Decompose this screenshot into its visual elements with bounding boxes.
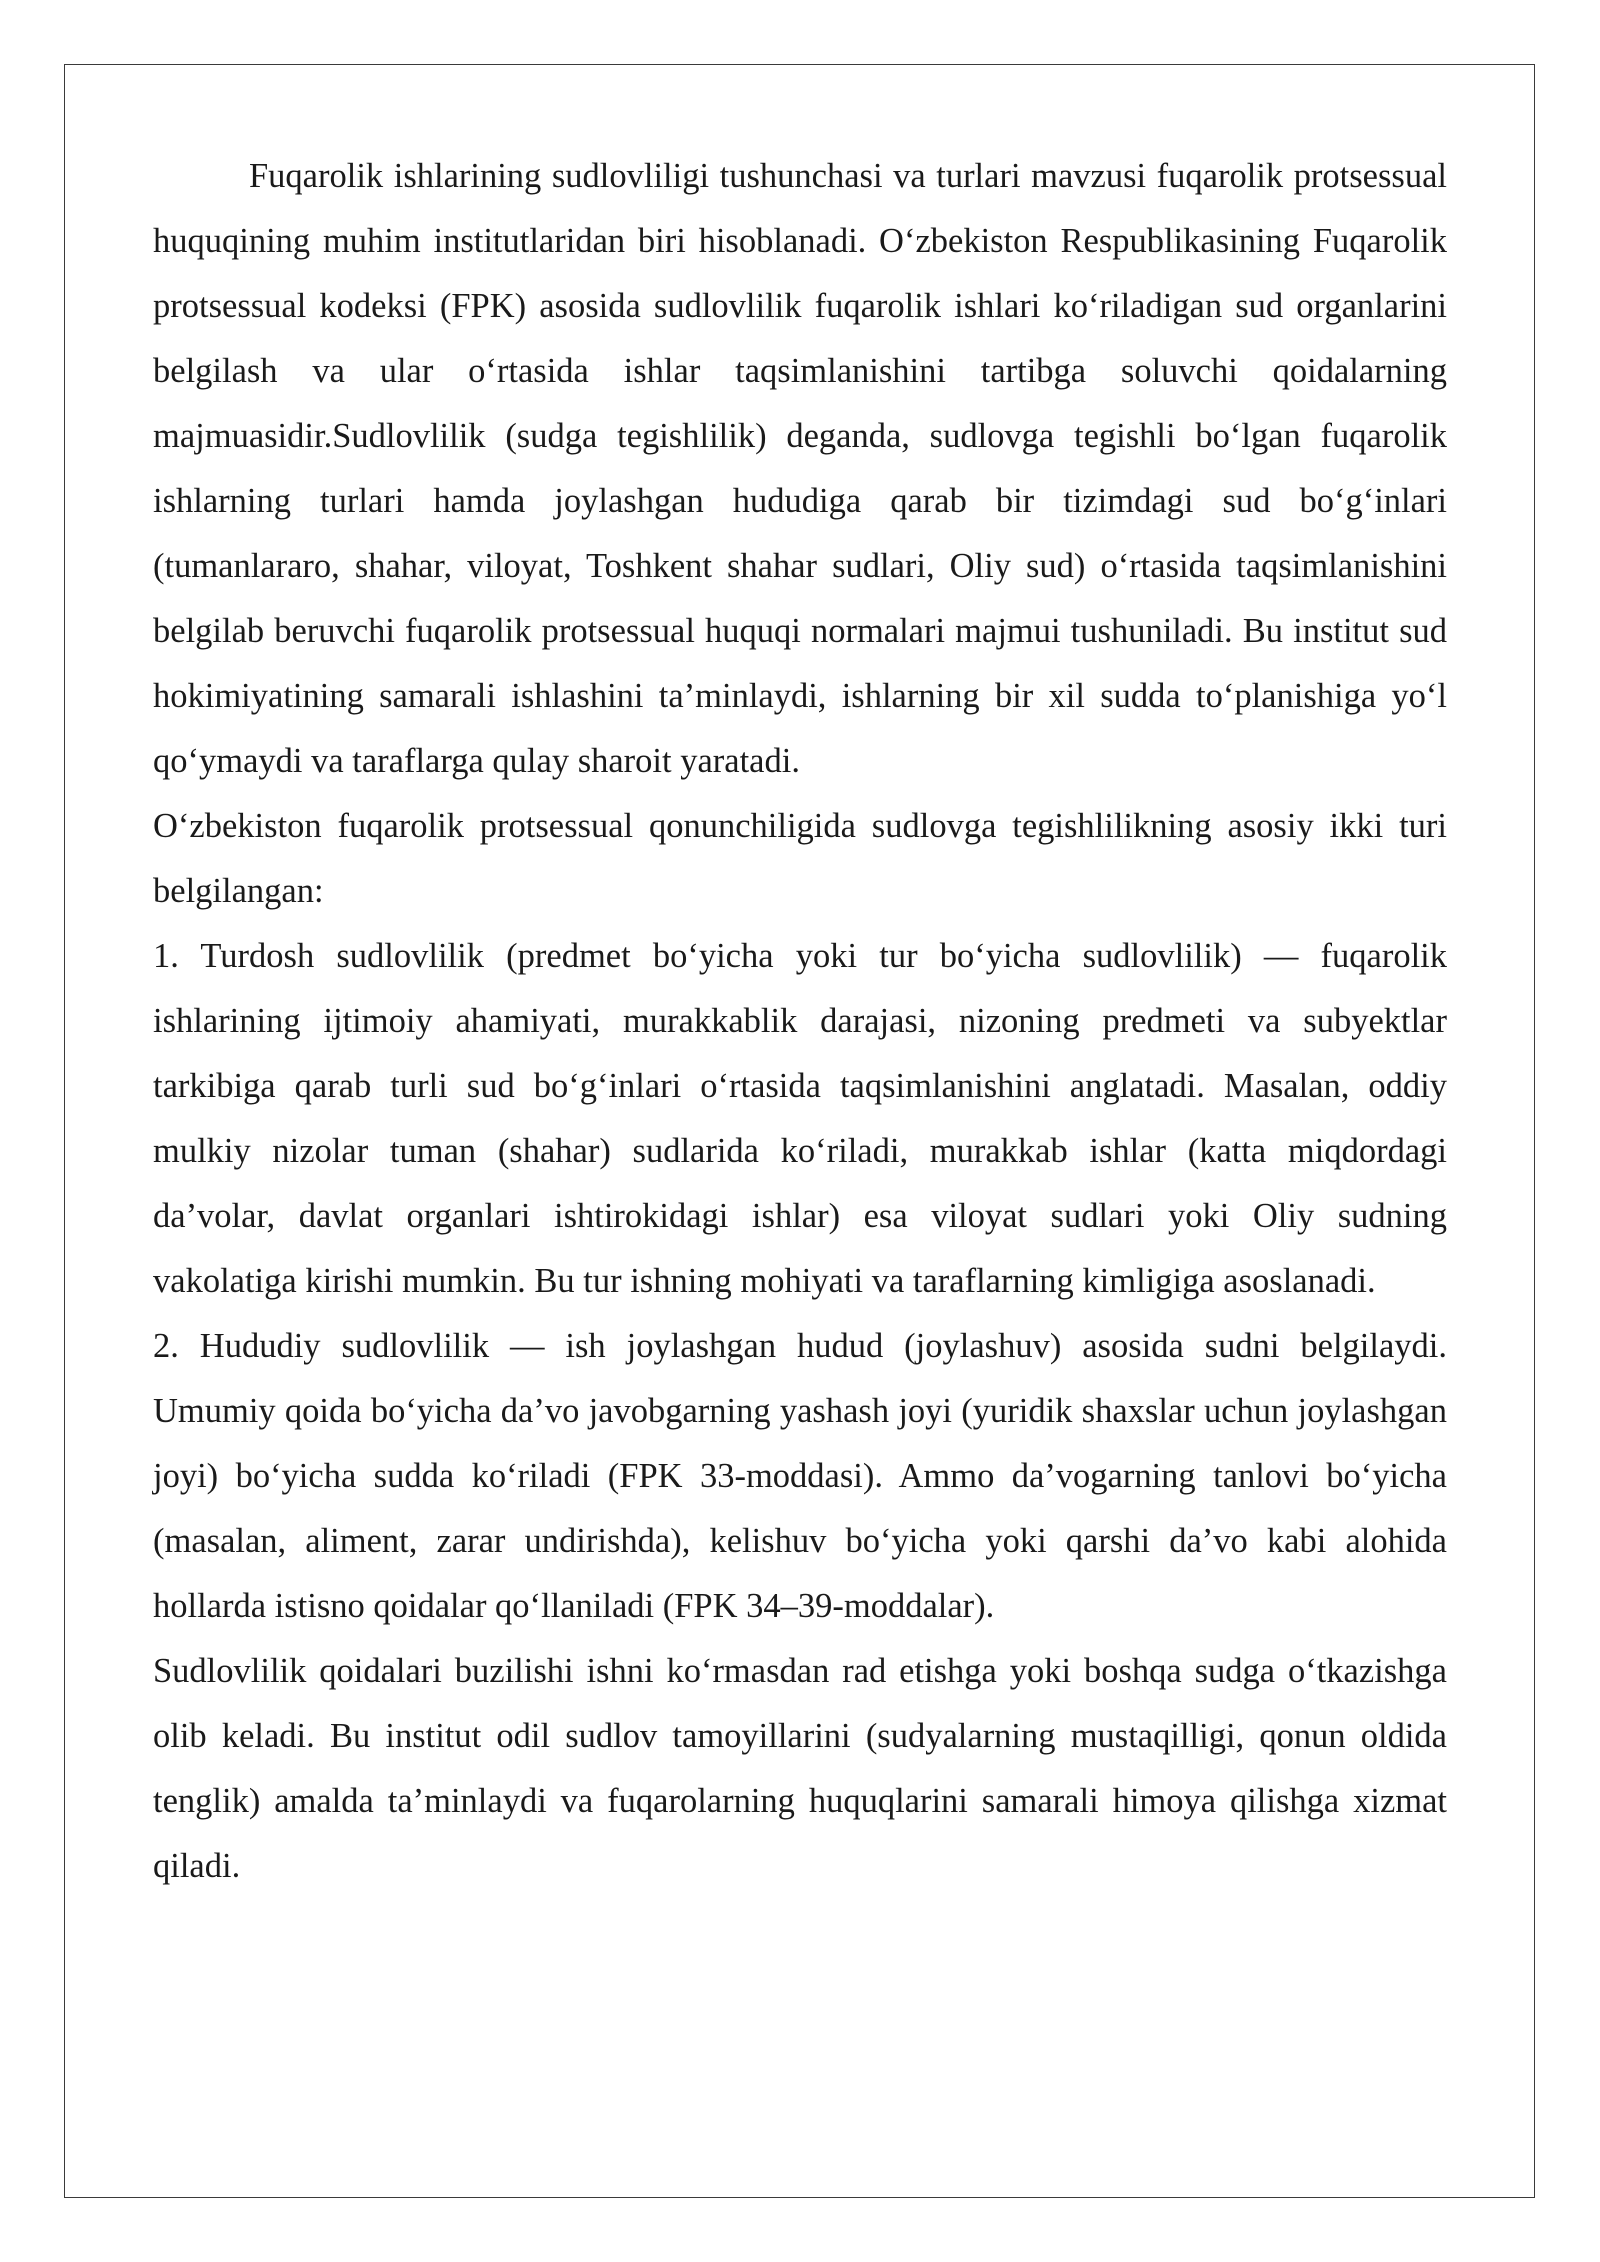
paragraph-intro: Fuqarolik ishlarining sudlovliligi tushunchasi va turlari mavzusi fuqarolik protsessual huquqining muhim institutlaridan biri hisoblanadi. O‘zbekiston Respublikasining Fuqarolik protsessual kodeksi (FPK) asosida sudlovlilik fuqarolik ishlari ko‘riladigan sud organlarini belgilash va ular o‘rtasida ishlar taqsimlanishini tartibga soluvchi qoidalarning majmuasidir.Sudlovlilik (sudga tegishlilik) deganda, sudlovga tegishli bo‘lgan fuqarolik ishlarning turlari hamda joylashgan hududiga qarab bir tizimdagi sud bo‘g‘inlari (tumanlararo, shahar, viloyat, Toshkent shahar sudlari, Oliy sud) o‘rtasida taqsimlanishini belgilab beruvchi fuqarolik protsessual huquqi normalari majmui tushuniladi. Bu institut sud hokimiyatining samarali ishlashini ta’minlaydi, ishlarning bir xil sudda to‘planishiga yo‘l qo‘ymaydi va taraflarga qulay sharoit yaratadi. xyxy=(153,157,1447,780)
paragraph-types-intro: O‘zbekiston fuqarolik protsessual qonunchiligida sudlovga tegishlilikning asosiy ikki turi belgilangan: xyxy=(153,807,1447,910)
document-body xyxy=(153,144,1447,1899)
paragraph-type-1: 1. Turdosh sudlovlilik (predmet bo‘yicha yoki tur bo‘yicha sudlovlilik) — fuqarolik ishlarining ijtimoiy ahamiyati, murakkablik darajasi, nizoning predmeti va subyektlar tarkibiga qarab turli sud bo‘g‘inlari o‘rtasida taqsimlanishini anglatadi. Masalan, oddiy mulkiy nizolar tuman (shahar) sudlarida ko‘riladi, murakkab ishlar (katta miqdordagi da’volar, davlat organlari ishtirokidagi ishlar) esa viloyat sudlari yoki Oliy sudning vakolatiga kirishi mumkin. Bu tur ishning mohiyati va taraflarning kimligiga asoslanadi. xyxy=(153,937,1447,1300)
paragraph-type-2: 2. Hududiy sudlovlilik — ish joylashgan hudud (joylashuv) asosida sudni belgilaydi. Umumiy qoida bo‘yicha da’vo javobgarning yashash joyi (yuridik shaxslar uchun joylashgan joyi) bo‘yicha sudda ko‘riladi (FPK 33-moddasi). Ammo da’vogarning tanlovi bo‘yicha (masalan, aliment, zarar undirishda), kelishuv bo‘yicha yoki qarshi da’vo kabi alohida hollarda istisno qoidalar qo‘llaniladi (FPK 34–39-moddalar). xyxy=(153,1327,1447,1625)
paragraph-conclusion: Sudlovlilik qoidalari buzilishi ishni ko‘rmasdan rad etishga yoki boshqa sudga o‘tkazishga olib keladi. Bu institut odil sudlov tamoyillarini (sudyalarning mustaqilligi, qonun oldida tenglik) amalda ta’minlaydi va fuqarolarning huquqlarini samarali himoya qilishga xizmat qiladi. xyxy=(153,1652,1447,1885)
